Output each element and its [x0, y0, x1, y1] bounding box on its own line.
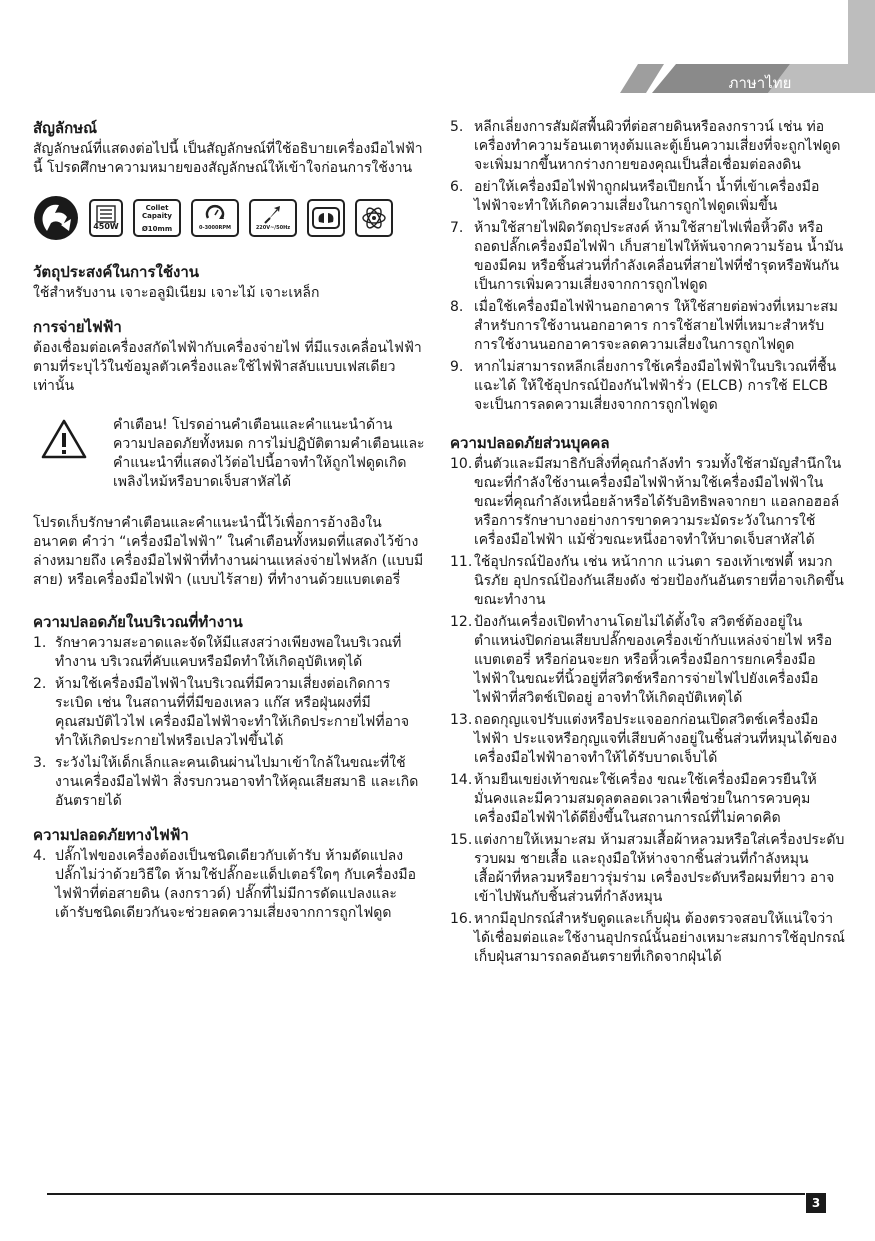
- list-item: 8. เมื่อใช้เครื่องมือไฟฟ้านอกอาคาร ให้ใช้สายต่อพ่วงที่เหมาะสมสำหรับการใช้งานนอกอาคาร การใช้สายไฟที่เหมาะสำหรับการใช้งานนอกอาคารจะลดความเสี่ยงในการถูกไฟดูด: [450, 299, 839, 353]
- power-supply-section: [33, 317, 425, 396]
- language-label: ภาษาไทย: [728, 74, 792, 92]
- list-item: 5. หลีกเลี่ยงการสัมผัสพื้นผิวที่ต่อสายดินหรือลงกราวน์ เช่น ท่อ เครื่องทำความร้อนเตาหุงต้มและตู้เย็นความเสี่ยงที่จะถูกไฟดูดจะเพิ่มมากขึ้นหากร่างกายของคุณเป็นสื่อเชื่อมต่อลงดิน: [450, 119, 841, 173]
- list-item: 15. แต่งกายให้เหมาะสม ห้ามสวมเสื้อผ้าหลวมหรือใส่เครื่องประดับ รวบผม ชายเสื้อ และถุงมือให้ห่างจากชิ้นส่วนที่กำลังหมุน เสื้อผ้าที่หลวมหรือยาวรุ่มร่าม เครื่องประดับหรือผมที่ยาว อาจเข้าไปพันกับชิ้นส่วนที่กำลังหมุน: [450, 832, 845, 905]
- electrical-list-left: [33, 847, 425, 923]
- list-item: 13. ถอดกุญแจปรับแต่งหรือประแจออกก่อนเปิดสวิตช์เครื่องมือไฟฟ้า ประแจหรือกุญแจที่เสียบค้างอยู่ในชิ้นส่วนที่หมุนได้ของเครื่องมือไฟฟ้าอาจทำให้ได้รับบาดเจ็บได้: [450, 712, 838, 766]
- electrical-section: [33, 825, 425, 923]
- warning-icon: [41, 418, 87, 460]
- list-item: 14. ห้ามยืนเขย่งเท้าขณะใช้เครื่อง ขณะใช้เครื่องมือควรยืนให้มั่นคงและมีความสมดุลตลอดเวลาเพื่อช่วยในการควบคุมเครื่องมือไฟฟ้าได้ดียิ่งขึ้นในสถานการณ์ที่ไม่คาดคิด: [450, 772, 817, 826]
- warning-text: คำเตือน! โปรดอ่านคำเตือนและคำแนะนำด้านความปลอดภัยทั้งหมด การไม่ปฏิบัติตามคำเตือนและคำแนะนำที่แสดงไว้ต่อไปนี้อาจทำให้ถูกไฟดูดเกิดเพลิงไหม้หรือบาดเจ็บสาหัสได้: [113, 417, 425, 490]
- list-item: 3. ระวังไม่ให้เด็กเล็กและคนเดินผ่านไปมาเข้าใกล้ในขณะที่ใช้งานเครื่องมือไฟฟ้า สิ่งรบกวนอาจทำให้คุณเสียสมาธิ และเกิดอันตรายได้: [33, 755, 419, 809]
- list-item: 11. ใช้อุปกรณ์ป้องกัน เช่น หน้ากาก แว่นตา รองเท้าเซฟตี้ หมวกนิรภัย อุปกรณ์ป้องกันเสียงดัง ช่วยป้องกันอันตรายที่อาจเกิดขึ้นขณะทำงาน: [450, 554, 844, 608]
- list-item: 12. ป้องกันเครื่องเปิดทำงานโดยไม่ได้ตั้งใจ สวิตช์ต้องอยู่ในตำแหน่งปิดก่อนเสียบปลั๊กของเครื่องเข้ากับแหล่งจ่ายไฟ หรือแบตเตอรี่ หรือก่อนจะยก หรือหิ้วเครื่องมือการยกเครื่องมือไฟฟ้าในขณะที่นิ้วอยู่ที่สวิตช์หรือการจ่ายไฟไปยังเครื่องมือไฟฟ้าที่สวิตช์เปิดอยู่ อาจทำให้เกิดอุบัติเหตุได้: [450, 614, 833, 706]
- work-area-section: [33, 612, 425, 811]
- voltage-icon: 220V~/50Hz: [249, 199, 297, 237]
- double-insulation-icon: [307, 199, 345, 237]
- list-item: 16. หากมีอุปกรณ์สำหรับดูดและเก็บฝุ่น ต้องตรวจสอบให้แน่ใจว่าได้เชื่อมต่อและใช้งานอุปกรณ์นั้นอย่างเหมาะสมการใช้อุปกรณ์เก็บฝุ่นสามารถลดอันตรายที่เกิดจากฝุ่นได้: [450, 911, 845, 965]
- purpose-title: วัตถุประสงค์ในการใช้งาน: [33, 263, 200, 281]
- brand-icon: [33, 195, 79, 241]
- work-area-list: [33, 634, 425, 811]
- symbols-title: สัญลักษณ์: [33, 119, 98, 137]
- list-item: 1. รักษาความสะอาดและจัดให้มีแสงสว่างเพียงพอในบริเวณที่ทำงาน บริเวณที่คับแคบหรือมืดทำให้เกิดอุบัติเหตุได้: [33, 635, 402, 670]
- power-supply-body: ต้องเชื่อมต่อเครื่องสกัดไฟฟ้ากับเครื่องจ่ายไฟ ที่มีแรงเคลื่อนไฟฟ้าตามที่ระบุไว้ในข้อมูลตัวเครื่องและใช้ไฟฟ้าสลับแบบเฟสเดียวเท่านั้น: [33, 340, 422, 394]
- warning-block: [33, 416, 425, 492]
- personal-title: ความปลอดภัยส่วนบุคคล: [450, 434, 610, 452]
- speed-icon: 0-3000RPM: [191, 199, 239, 237]
- work-area-title: ความปลอดภัยในบริเวณที่ทำงาน: [33, 613, 243, 631]
- symbol-icons: [33, 192, 425, 244]
- right-column: [450, 118, 846, 981]
- purpose-section: [33, 262, 425, 303]
- personal-section: [450, 433, 846, 967]
- header-decoration: [0, 0, 875, 130]
- symbols-body: สัญลักษณ์ที่แสดงต่อไปนี้ เป็นสัญลักษณ์ที่ใช้อธิบายเครื่องมือไฟฟ้านี้ โปรดศึกษาความหมายของสัญลักษณ์ให้เข้าใจก่อนการใช้งาน: [33, 141, 423, 176]
- electrical-title: ความปลอดภัยทางไฟฟ้า: [33, 826, 189, 844]
- list-item: 10. ตื่นตัวและมีสมาธิกับสิ่งที่คุณกำลังทำ รวมทั้งใช้สามัญสำนึกในขณะที่กำลังใช้งานเครื่องมือไฟฟ้าห้ามใช้เครื่องมือไฟฟ้าในขณะที่คุณกำลังเหนื่อยล้าหรือได้รับอิทธิพลจากยา แอลกอฮอล์ หรือการรักษาบางอย่างการขาดความระมัดระวังในการใช้เครื่องมือไฟฟ้า แม้ชั่วขณะหนึ่งอาจทำให้บาดเจ็บสาหัสได้: [450, 456, 842, 548]
- power-icon: 450W: [89, 199, 123, 237]
- footer-rule: [47, 1193, 805, 1195]
- electrical-list-right: [450, 118, 846, 415]
- list-item: 2. ห้ามใช้เครื่องมือไฟฟ้าในบริเวณที่มีความเสี่ยงต่อเกิดการระเบิด เช่น ในสถานที่ที่มีของเหลว แก๊ส หรือฝุ่นผงที่มีคุณสมบัติไวไฟ เครื่องมือไฟฟ้าจะทำให้เกิดประกายไฟที่อาจทำให้เกิดประกายไฟหรือเปลวไฟขึ้นได้: [33, 676, 410, 749]
- keep-note: โปรดเก็บรักษาคำเตือนและคำแนะนำนี้ไว้เพื่อการอ้างอิงในอนาคต คำว่า “เครื่องมือไฟฟ้า” ในคำเตือนทั้งหมดที่แสดงไว้ข้างล่างหมายถึง เครื่องมือไฟฟ้าที่ทำงานผ่านแหล่งจ่ายไฟหลัก (แบบมีสาย) หรือเครื่องมือไฟฟ้า (แบบไร้สาย) ที่ทำงานด้วยแบตเตอรี่: [33, 515, 424, 588]
- list-item: 9. หากไม่สามารถหลีกเลี่ยงการใช้เครื่องมือไฟฟ้าในบริเวณที่ชื้นแฉะได้ ให้ใช้อุปกรณ์ป้องกันไฟฟ้ารั่ว (ELCB) การใช้ ELCB จะเป็นการลดความเสี่ยงจากการถูกไฟดูด: [450, 359, 837, 413]
- page-number: 3: [806, 1193, 826, 1213]
- power-supply-title: การจ่ายไฟฟ้า: [33, 318, 122, 336]
- personal-list: [450, 455, 846, 967]
- collet-icon: Collet Capaity Ø10mm: [133, 199, 181, 237]
- list-item: 4. ปลั๊กไฟของเครื่องต้องเป็นชนิดเดียวกับเต้ารับ ห้ามดัดแปลงปลั๊กไม่ว่าด้วยวิธีใด ห้ามใช้ปลั๊กอะแด็ปเตอร์ใดๆ กับเครื่องมือไฟฟ้าที่ต่อสายดิน (ลงกราวด์) ปลั๊กที่ไม่มีการดัดแปลงและเต้ารับชนิดเดียวกันจะช่วยลดความเสี่ยงจากการถูกไฟดูด: [33, 848, 417, 921]
- left-column: [33, 118, 425, 937]
- safety-glasses-icon: [355, 199, 393, 237]
- symbols-section: [33, 118, 425, 244]
- purpose-body: ใช้สำหรับงาน เจาะอลูมิเนียม เจาะไม้ เจาะเหล็ก: [33, 285, 320, 301]
- list-item: 7. ห้ามใช้สายไฟผิดวัตถุประสงค์ ห้ามใช้สายไฟเพื่อหิ้วดึง หรือถอดปลั๊กเครื่องมือไฟฟ้า เก็บสายไฟให้พ้นจากความร้อน น้ำมัน ของมีคม หรือชิ้นส่วนที่กำลังเคลื่อนที่สายไฟที่ชำรุดหรือพันกันเป็นการเพิ่มความเสี่ยงจากการถูกไฟดูด: [450, 220, 844, 293]
- list-item: 6. อย่าให้เครื่องมือไฟฟ้าถูกฝนหรือเปียกน้ำ น้ำที่เข้าเครื่องมือไฟฟ้าจะทำให้เกิดความเสี่ยงในการถูกไฟดูดเพิ่มขึ้น: [450, 179, 820, 214]
